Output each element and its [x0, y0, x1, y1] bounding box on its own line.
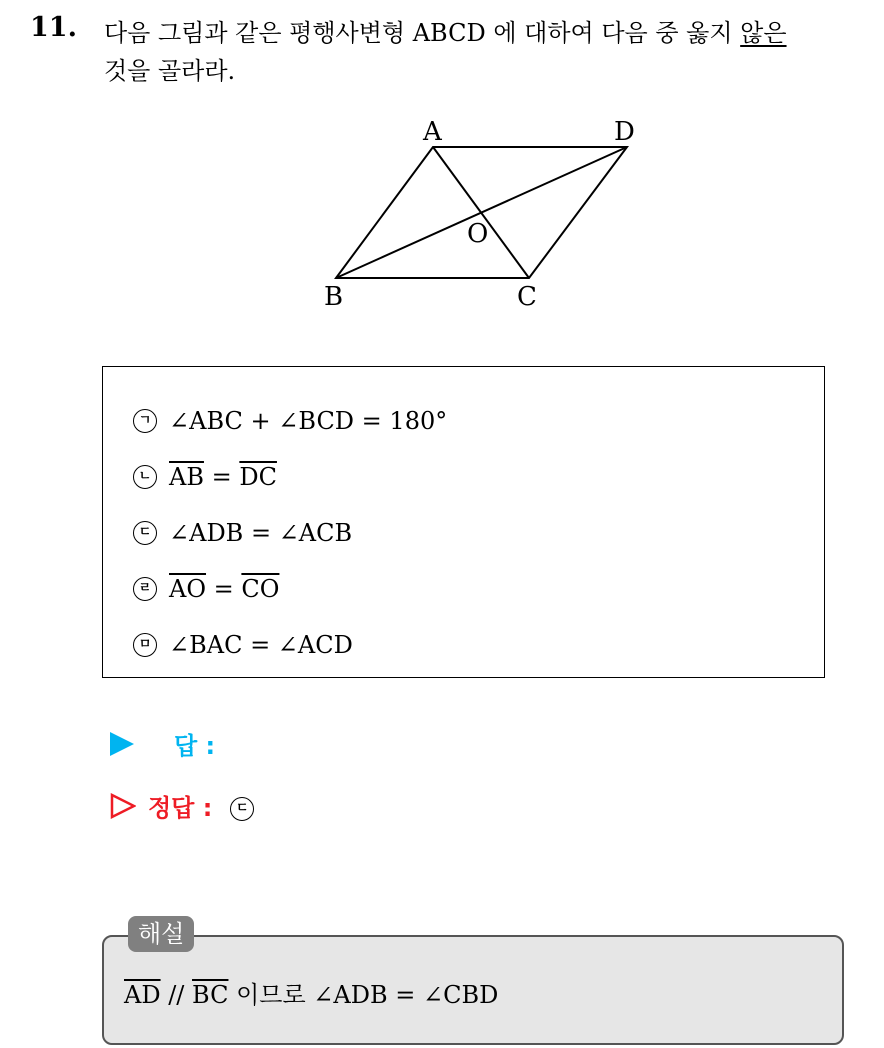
- correct-answer-value: [230, 790, 254, 821]
- question-number: 11.: [30, 12, 77, 43]
- parallelogram-figure: [0, 0, 884, 340]
- parallel-sign: //: [160, 981, 193, 1009]
- correct-answer-label: 정답 :: [148, 794, 213, 822]
- question-text-main: 다음 그림과 같은 평행사변형 ABCD 에 대하여 다음 중 옳지: [104, 19, 741, 47]
- vertex-label-b: B: [324, 282, 344, 312]
- choice-4: [133, 575, 279, 603]
- choice-expr: ∠ABC + ∠BCD = 180°: [169, 407, 448, 435]
- segment-dc: $\overline{DC}$: [239, 463, 277, 491]
- vertex-label-c: C: [517, 282, 537, 312]
- segment-bc: $\overline{BC}$: [192, 981, 229, 1009]
- segment-ao: $\overline{AO}$: [169, 575, 207, 603]
- correct-answer-marker: ㄷ: [230, 797, 254, 821]
- choice-2: [133, 463, 277, 491]
- equals-sign: =: [206, 575, 242, 603]
- choice-marker: ㄹ: [133, 577, 157, 601]
- choices-box: [102, 366, 825, 678]
- explanation-text: [124, 975, 498, 1010]
- segment-ab: $\overline{AB}$: [169, 463, 204, 491]
- question-text-underlined: 않은: [740, 19, 787, 47]
- diagonal-bd: [336, 147, 627, 278]
- answer-row: [110, 726, 215, 761]
- choice-marker: ㄴ: [133, 465, 157, 489]
- vertex-label-d: D: [614, 117, 635, 147]
- choice-marker: ㄱ: [133, 409, 157, 433]
- choice-expr: ∠ADB = ∠ACB: [169, 519, 353, 547]
- question-text-end: 것을 골라라.: [104, 57, 236, 85]
- choice-marker: ㄷ: [133, 521, 157, 545]
- segment-ad: $\overline{AD}$: [124, 981, 161, 1009]
- choice-marker: ㅁ: [133, 633, 157, 657]
- correct-answer-row: [110, 788, 254, 823]
- answer-label: 답 :: [174, 732, 216, 760]
- equals-sign: =: [203, 463, 240, 491]
- explanation-rest: 이므로 ∠ADB = ∠CBD: [228, 981, 499, 1009]
- choice-3: [133, 519, 352, 547]
- vertex-label-o: O: [467, 219, 489, 249]
- explanation-tag: 해설: [128, 916, 194, 952]
- filled-triangle-icon: [110, 732, 134, 756]
- segment-co: $\overline{CO}$: [241, 575, 280, 603]
- outline-triangle-icon: [110, 793, 136, 819]
- choice-1: [133, 407, 447, 435]
- choice-expr: ∠BAC = ∠ACD: [169, 631, 353, 659]
- vertex-label-a: A: [423, 117, 442, 147]
- choice-5: [133, 631, 353, 659]
